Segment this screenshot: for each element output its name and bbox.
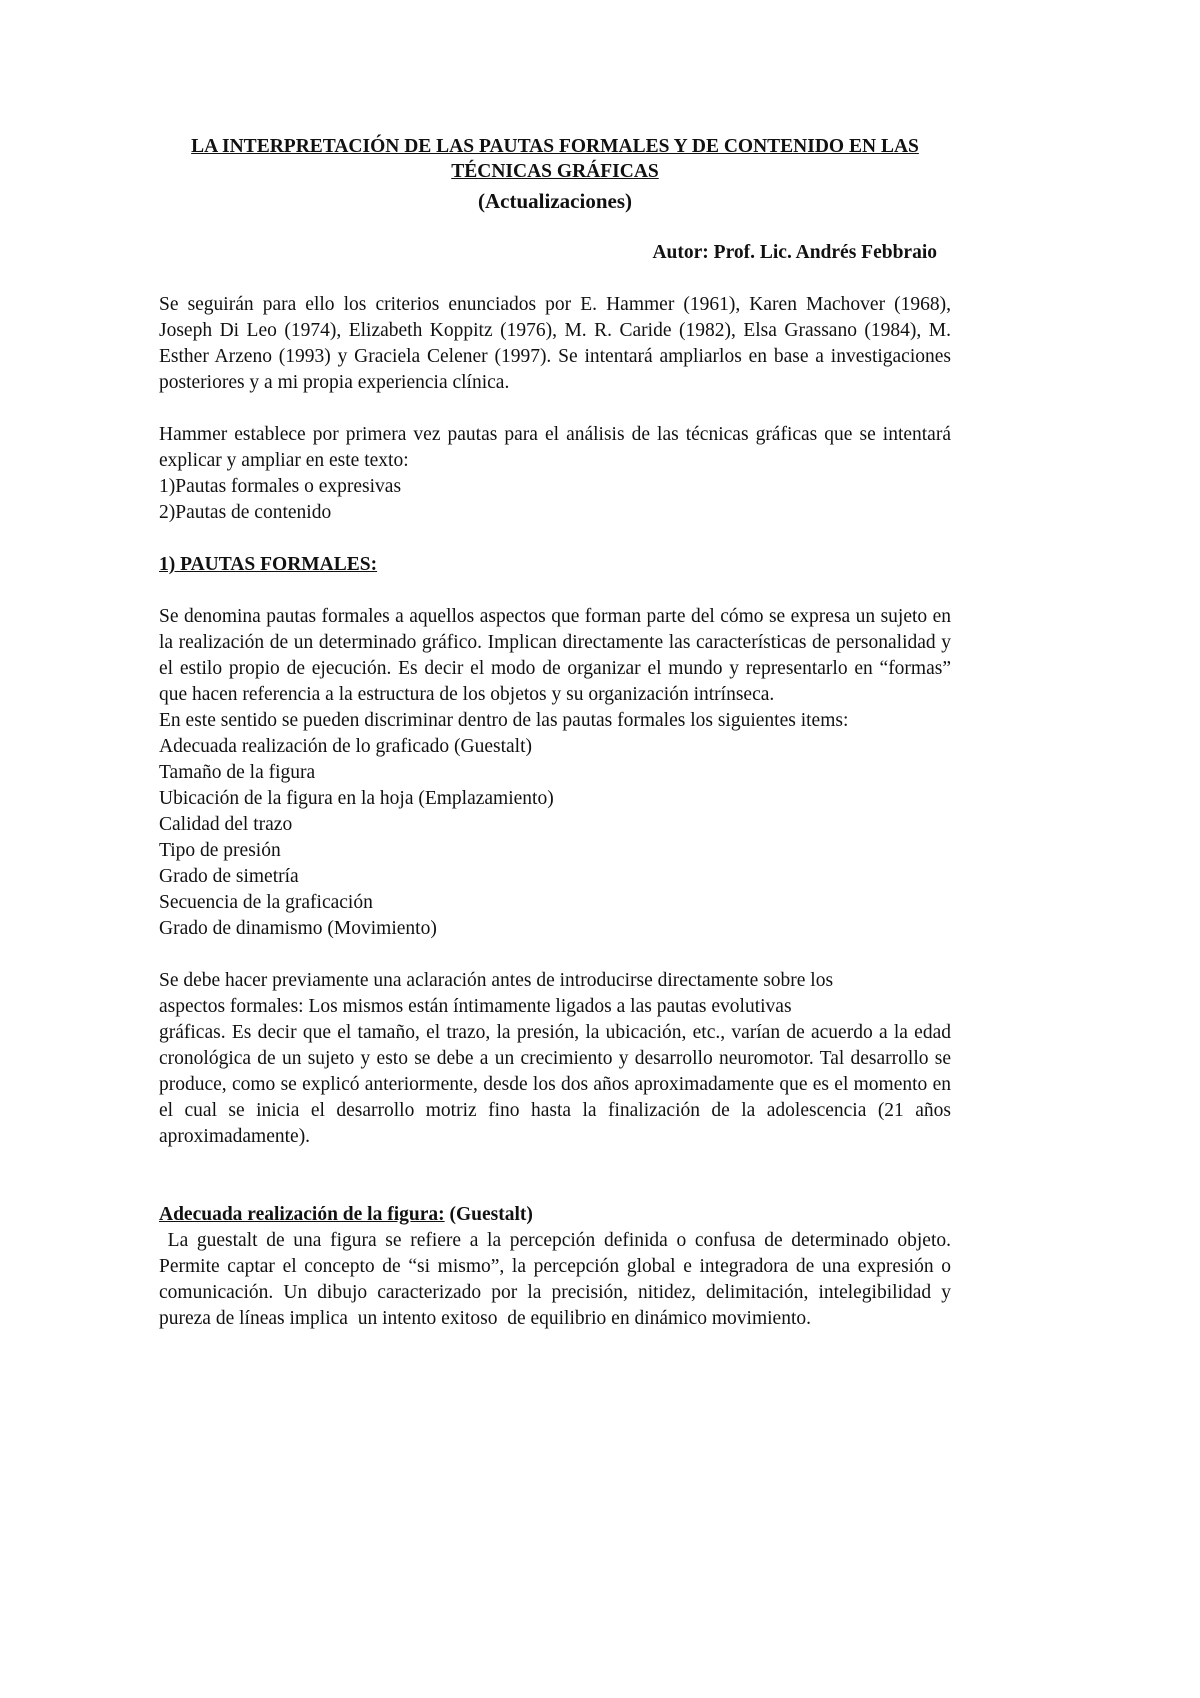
- list-item: Calidad del trazo: [159, 814, 293, 835]
- intro-paragraph: Se seguirán para ello los criterios enunciados por E. Hammer (1961), Karen Machover (1968), Joseph Di Leo (1974), Elizabeth Koppitz (1976), M. R. Caride (1982), Elsa Grassano (1984), M. Esther Arzeno (1993) y Graciela Celener (1997). Se intentará ampliarlos en base a investigaciones posteriores y a mi propia experiencia clínica.: [159, 294, 951, 393]
- section-heading-pautas-formales: 1) PAUTAS FORMALES:: [159, 554, 378, 575]
- section-heading-guestalt: [159, 1202, 951, 1228]
- list-item: Tipo de presión: [159, 840, 281, 861]
- formales-paragraph: Se denomina pautas formales a aquellos aspectos que forman parte del cómo se expresa un sujeto en la realización de un determinado gráfico. Implican directamente las características de personalidad y el estilo propio de ejecución. Es decir el modo de organizar el mundo y representarlo en “formas” que hacen referencia a la estructura de los objetos y su organización intrínseca.: [159, 606, 951, 705]
- list-item: 1)Pautas formales o expresivas: [159, 476, 402, 497]
- document-body: [159, 134, 956, 1332]
- items-list: [159, 734, 951, 942]
- document-subtitle: (Actualizaciones): [478, 189, 632, 213]
- guestalt-paragraph: La guestalt de una figura se refiere a la percepción definida o confusa de determinado objeto. Permite captar el concepto de “si mismo”, la percepción global e integradora de una expresión o comunicación. Un dibujo caracterizado por la precisión, nitidez, delimitación, intelegibilidad y pureza de líneas implica un intento exitoso de equilibrio en dinámico movimiento.: [159, 1230, 956, 1329]
- aclaracion-line: Se debe hacer previamente una aclaración antes de introducirse directamente sobre los aspectos formales: Los mismos están íntimamente ligados a las pautas evolutivas: [159, 970, 834, 1017]
- discriminar-line: En este sentido se pueden discriminar dentro de las pautas formales los siguientes items:: [159, 710, 849, 731]
- author-line: Autor: Prof. Lic. Andrés Febbraio: [652, 242, 937, 263]
- list-item: Grado de dinamismo (Movimiento): [159, 918, 437, 939]
- list-item: Secuencia de la graficación: [159, 892, 373, 913]
- list-item: Tamaño de la figura: [159, 762, 316, 783]
- section-heading-underlined: Adecuada realización de la figura:: [159, 1204, 445, 1225]
- list-item: Grado de simetría: [159, 866, 299, 887]
- hammer-paragraph: Hammer establece por primera vez pautas para el análisis de las técnicas gráficas que se intentará explicar y ampliar en este texto:: [159, 424, 951, 471]
- list-item: Ubicación de la figura en la hoja (Emplazamiento): [159, 788, 554, 809]
- aclaracion-paragraph: [159, 968, 951, 1150]
- pautas-list: [159, 474, 951, 526]
- document-title: LA INTERPRETACIÓN DE LAS PAUTAS FORMALES Y DE CONTENIDO EN LAS TÉCNICAS GRÁFICAS: [191, 136, 919, 182]
- list-item: 2)Pautas de contenido: [159, 502, 332, 523]
- section-heading-rest: (Guestalt): [444, 1204, 533, 1225]
- list-item: Adecuada realización de lo graficado (Guestalt): [159, 736, 533, 757]
- aclaracion-text: gráficas. Es decir que el tamaño, el trazo, la presión, la ubicación, etc., varían de acuerdo a la edad cronológica de un sujeto y esto se debe a un crecimiento y desarrollo neuromotor. Tal desarrollo se produce, como se explicó anteriormente, desde los dos años aproximadamente que es el momento en el cual se inicia el desarrollo motriz fino hasta la finalización de la adolescencia (21 años aproximadamente).: [159, 1022, 951, 1147]
